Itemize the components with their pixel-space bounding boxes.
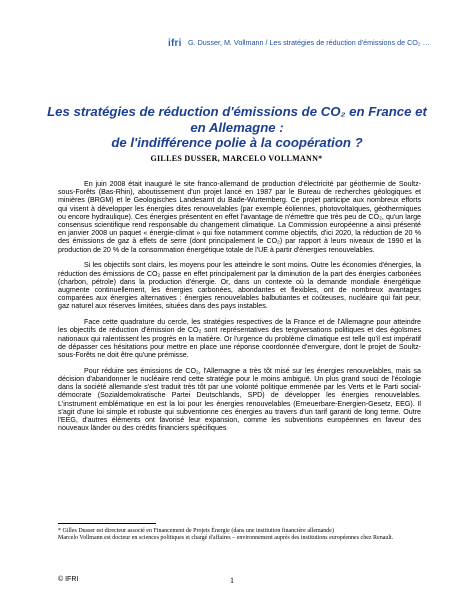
page-number: 1 — [230, 576, 234, 585]
page-header — [0, 0, 473, 64]
footnote-line-2: Marcelo Vollmann est docteur en sciences politiques et chargé d'affaires – environnement auprès des institutions européennes chez Renault. — [58, 535, 394, 542]
footnote — [58, 528, 421, 543]
footnote-divider — [58, 523, 156, 524]
ifri-logo: ifri — [168, 38, 182, 49]
paragraph: Si les objectifs sont clairs, les moyens pour les atteindre le sont moins. Outre les économies d'énergies, la réduction des émissions de CO₂ passe en effet principalement par la diminution de la part des énergies carbonées (charbon, pétrole) dans la production d'énergie. Or, dans un contexte où la demande mondiale énergétique augmente continuellement, les énergies carbonées, abondantes et flexibles, ont de nombreux avantages comparées aux énergies alternatives : énergies renouvelables balbutiantes et coûteuses, nucléaire qui fait peur, gaz naturel aux réserves limitées, situées dans des pays instables. — [58, 261, 421, 311]
authors-line: GILLES DUSSER, MARCELO VOLLMANN* — [150, 154, 323, 163]
paragraph: Face cette quadrature du cercle, les stratégies respectives de la France et de l'Allemagne pour atteindre les objectifs de réduction d'émission de CO₂ sont représentatives des tergiversations politiques et des égoïsmes nationaux qui ralentissent les progrès en la matière. Or l'urgence du problème climatique est telle qu'il est impératif de dépasser ces hésitations pour mettre en place une réponse coordonnée d'envergure, dont le projet de Soultz-sous-Forêts ne doit être qu'une prémisse. — [58, 318, 421, 360]
document-title — [28, 104, 446, 151]
title-line-2: en Allemagne : — [190, 119, 284, 135]
paragraph: En juin 2008 était inauguré le site franco-allemand de production d'électricité par géothermie de Soultz-sous-Forêts (Bas-Rhin), aboutissement d'un projet lancé en 1987 par le Bureau de recherches géologiques et minières (BRGM) et le Geologisches Landesamt du Bade-Wurtemberg. Ce projet participe aux nombreux efforts qui visent à développer les énergies dites renouvelables (par exemple éoliennes, photovoltaïques, géothermiques ou encore hydraulique). Ces énergies présentent en effet l'avantage de n'émettre que très peu de CO₂, qu'un large consensus scientifique rend responsable du changement climatique. La Commission européenne a ainsi présenté en janvier 2008 un paquet « énergie-climat » qui fixe notamment comme objectifs, d'ici 2020, la réduction de 20 % des émissions de gaz à effets de serre (dont principalement le CO₂) par rapport à leurs niveaux de 1990 et la production de 20 % de la consommation énergétique totale de l'UE à partir d'énergies renouvelables. — [58, 180, 421, 254]
copyright-label: © IFRI — [58, 576, 79, 583]
title-line-3: de l'indifférence polie à la coopération ? — [111, 135, 363, 150]
running-title: G. Dusser, M. Vollmann / Les stratégies de réduction d'émissions de CO₂ … — [188, 38, 430, 47]
body-text — [58, 180, 421, 440]
title-line-1: Les stratégies de réduction d'émissions de CO₂ en France et — [47, 104, 427, 119]
footnote-line-1: * Gilles Dusser est directeur associé en Financement de Projets Énergie (dans une institution financière allemande) — [58, 528, 334, 534]
paragraph: Pour réduire ses émissions de CO₂, l'Allemagne a très tôt misé sur les énergies renouvelables, mais sa décision d'abandonner le nucléaire rend cette stratégie pour le moins ambiguë. Un plus grand souci de l'écologie dans la société allemande s'est traduit très tôt par une volonté politique emmenée par les Verts et le Parti social-démocrate (Sozialdemokratische Partei Deutschlands, SPD) de développer les énergies renouvelables. L'instrument emblématique en est la loi pour les énergies renouvelables (Erneuerbare-Energien-Gesetz, EEG). Il s'agit d'une loi simple et robuste qui subventionne ces énergies au travers d'un tarif garanti de long terme. Outre l'EEG, d'autres éléments ont favorisé leur expansion, comme les subventions européennes en faveur des nouveaux länder ou des crédits financiers spécifiques — [58, 366, 421, 433]
